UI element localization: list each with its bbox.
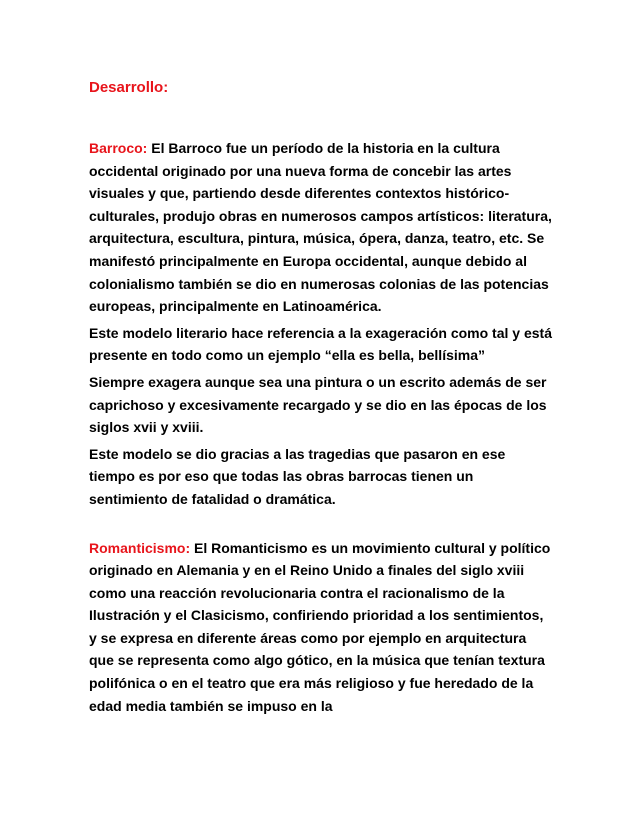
- heading-block: [89, 70, 553, 137]
- barroco-text-1: El Barroco fue un período de la historia en la cultura occidental originado por una nueva forma de concebir las artes visuales y que, partiendo desde diferentes contextos histórico-culturales, produjo obras en numerosos campos artísticos: literatura, arquitectura, escultura, pintura, música, ópera, danza, teatro, etc. Se manifestó principalmente en Europa occidental, aunque debido al colonialismo también se dio en numerosas colonias de las potencias europeas, principalmente en Latinoamérica.: [89, 140, 552, 315]
- section-heading: Desarrollo:: [89, 79, 169, 96]
- romanticismo-paragraph-1: [89, 537, 553, 718]
- barroco-paragraph-2: Este modelo literario hace referencia a la exageración como tal y está presente en todo como un ejemplo “ella es bella, bellísima”: [89, 324, 552, 364]
- romanticismo-label: Romanticismo:: [89, 539, 191, 556]
- barroco-paragraph-4: Este modelo se dio gracias a las tragedias que pasaron en ese tiempo es por eso que todas las obras barrocas tienen un sentimiento de fatalidad o dramática.: [89, 445, 506, 507]
- barroco-label: Barroco:: [89, 140, 148, 156]
- barroco-paragraph-3: Siempre exagera aunque sea una pintura o un escrito además de ser caprichoso y excesivamente recargado y se dio en las épocas de los siglos xvii y xviii.: [89, 373, 547, 436]
- romanticismo-text-1: El Romanticismo es un movimiento cultural y político originado en Alemania y en el Reino Unido a finales del siglo xviii como una reacción revolucionaria contra el racionalismo de la Ilustración y el Clasicismo, confiriendo prioridad a los sentimientos, y se expresa en diferente áreas como por ejemplo en arquitectura que se representa como algo gótico, en la música que tenían textura polifónica o en el teatro que era más religioso y fue heredado de la edad media también se impuso en la: [89, 539, 551, 714]
- document-body: [89, 70, 553, 717]
- barroco-paragraph-1: [89, 137, 553, 318]
